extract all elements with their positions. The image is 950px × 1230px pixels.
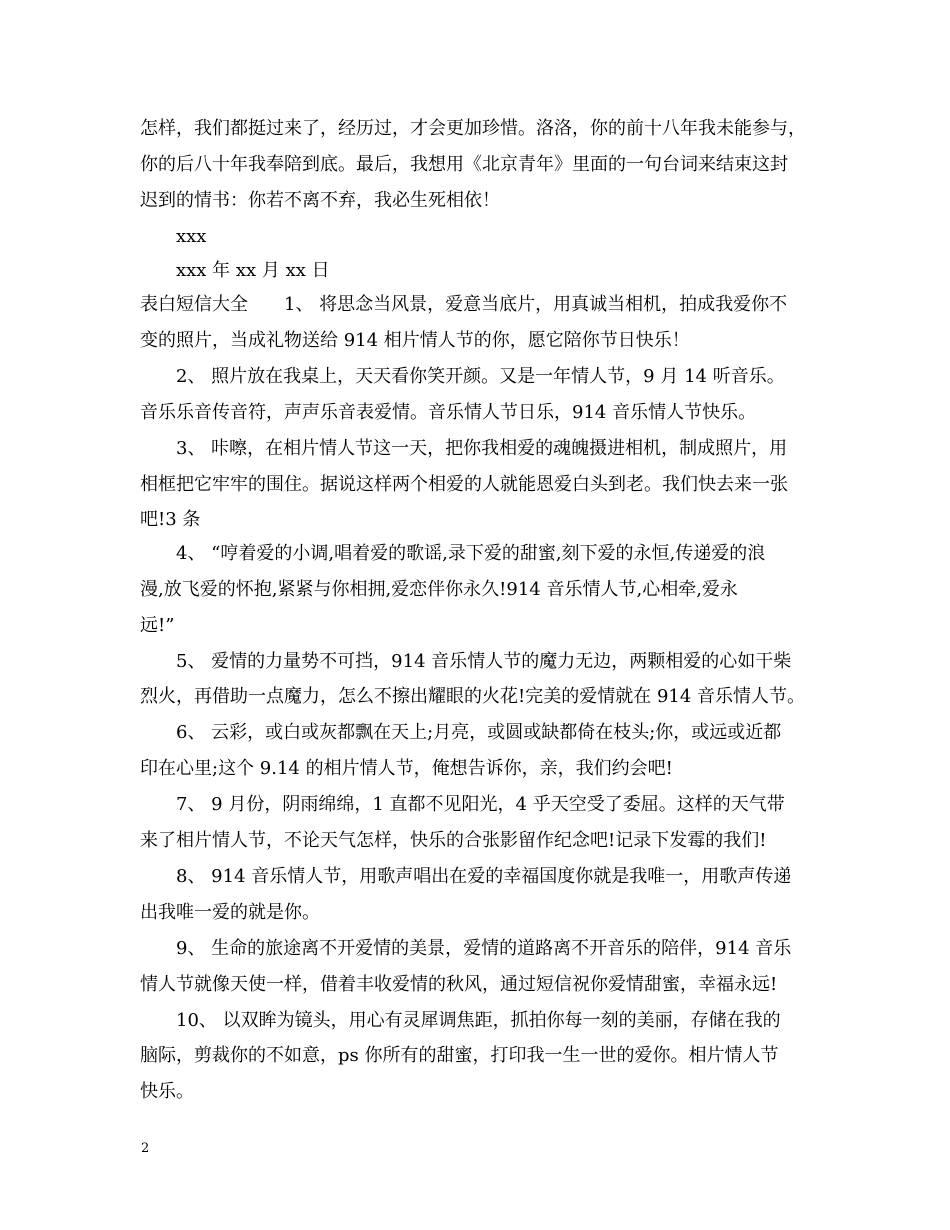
text-line: 烈火，再借助一点魔力，怎么不擦出耀眼的火花!完美的爱情就在 914 音乐情人节。 [140, 686, 806, 707]
text-line: 漫,放飞爱的怀抱,紧紧与你相拥,爱恋伴你永久!914 音乐情人节,心相牵,爱永 [140, 579, 738, 600]
text-line: 印在心里;这个 9.14 的相片情人节，俺想告诉你，亲，我们约会吧! [140, 758, 673, 779]
text-line: 怎样，我们都挺过来了，经历过，才会更加珍惜。洛洛，你的前十八年我未能参与， [140, 118, 806, 139]
list-item: 6、 云彩，或白或灰都飘在天上;月亮，或圆或缺都倚在枝头;你，或远或近都 [176, 722, 782, 743]
text-line: 脑际，剪裁你的不如意，ps 你所有的甜蜜，打印我一生一世的爱你。相片情人节 [140, 1045, 779, 1066]
signature-name: xxx [176, 226, 207, 247]
text-line: 你的后八十年我奉陪到底。最后，我想用《北京青年》里面的一句台词来结束这封 [140, 154, 788, 175]
text-line: 变的照片，当成礼物送给 914 相片情人节的你，愿它陪你节日快乐！ [140, 330, 690, 351]
section-heading-line: 表白短信大全 1、 将思念当风景，爱意当底片，用真诚当相机，拍成我爱你不 [140, 294, 788, 315]
list-item: 7、 9 月份，阴雨绵绵，1 直都不见阳光，4 乎天空受了委屈。这样的天气带 [176, 794, 785, 815]
text-line: 相框把它牢牢的围住。据说这样两个相爱的人就能恩爱白头到老。我们快去来一张 [140, 474, 788, 495]
list-item: 10、 以双眸为镜头，用心有灵犀调焦距，抓拍你每一刻的美丽，存储在我的 [176, 1010, 781, 1031]
list-item: 2、 照片放在我桌上，天天看你笑开颜。又是一年情人节，9 月 14 听音乐。 [176, 366, 785, 387]
list-item: 4、 “哼着爱的小调,唱着爱的歌谣,录下爱的甜蜜,刻下爱的永恒,传递爱的浪 [176, 543, 766, 564]
list-item: 9、 生命的旅途离不开爱情的美景，爱情的道路离不开音乐的陪伴，914 音乐 [176, 938, 792, 959]
list-item: 8、 914 音乐情人节，用歌声唱出在爱的幸福国度你就是我唯一，用歌声传递 [176, 866, 792, 887]
text-line: 快乐。 [140, 1081, 194, 1102]
text-line: 来了相片情人节，不论天气怎样，快乐的合张影留作纪念吧!记录下发霉的我们! [140, 830, 767, 851]
text-line: 出我唯一爱的就是你。 [140, 902, 320, 923]
signature-date: xxx 年 xx 月 xx 日 [176, 260, 330, 281]
text-line: 情人节就像天使一样，借着丰收爱情的秋风，通过短信祝你爱情甜蜜，幸福永远! [140, 974, 778, 995]
text-line: 吧!3 条 [140, 509, 201, 530]
page-number: 2 [141, 1141, 150, 1156]
text-line: 远!” [140, 615, 175, 636]
list-item: 5、 爱情的力量势不可挡，914 音乐情人节的魔力无边，两颗相爱的心如干柴 [176, 651, 792, 672]
text-line: 音乐乐音传音符，声声乐音表爱情。音乐情人节日乐，914 音乐情人节快乐。 [140, 402, 757, 423]
list-item: 3、 咔嚓，在相片情人节这一天，把你我相爱的魂魄摄进相机，制成照片，用 [176, 438, 788, 459]
text-line: 迟到的情书：你若不离不弃，我必生死相依！ [140, 190, 500, 211]
